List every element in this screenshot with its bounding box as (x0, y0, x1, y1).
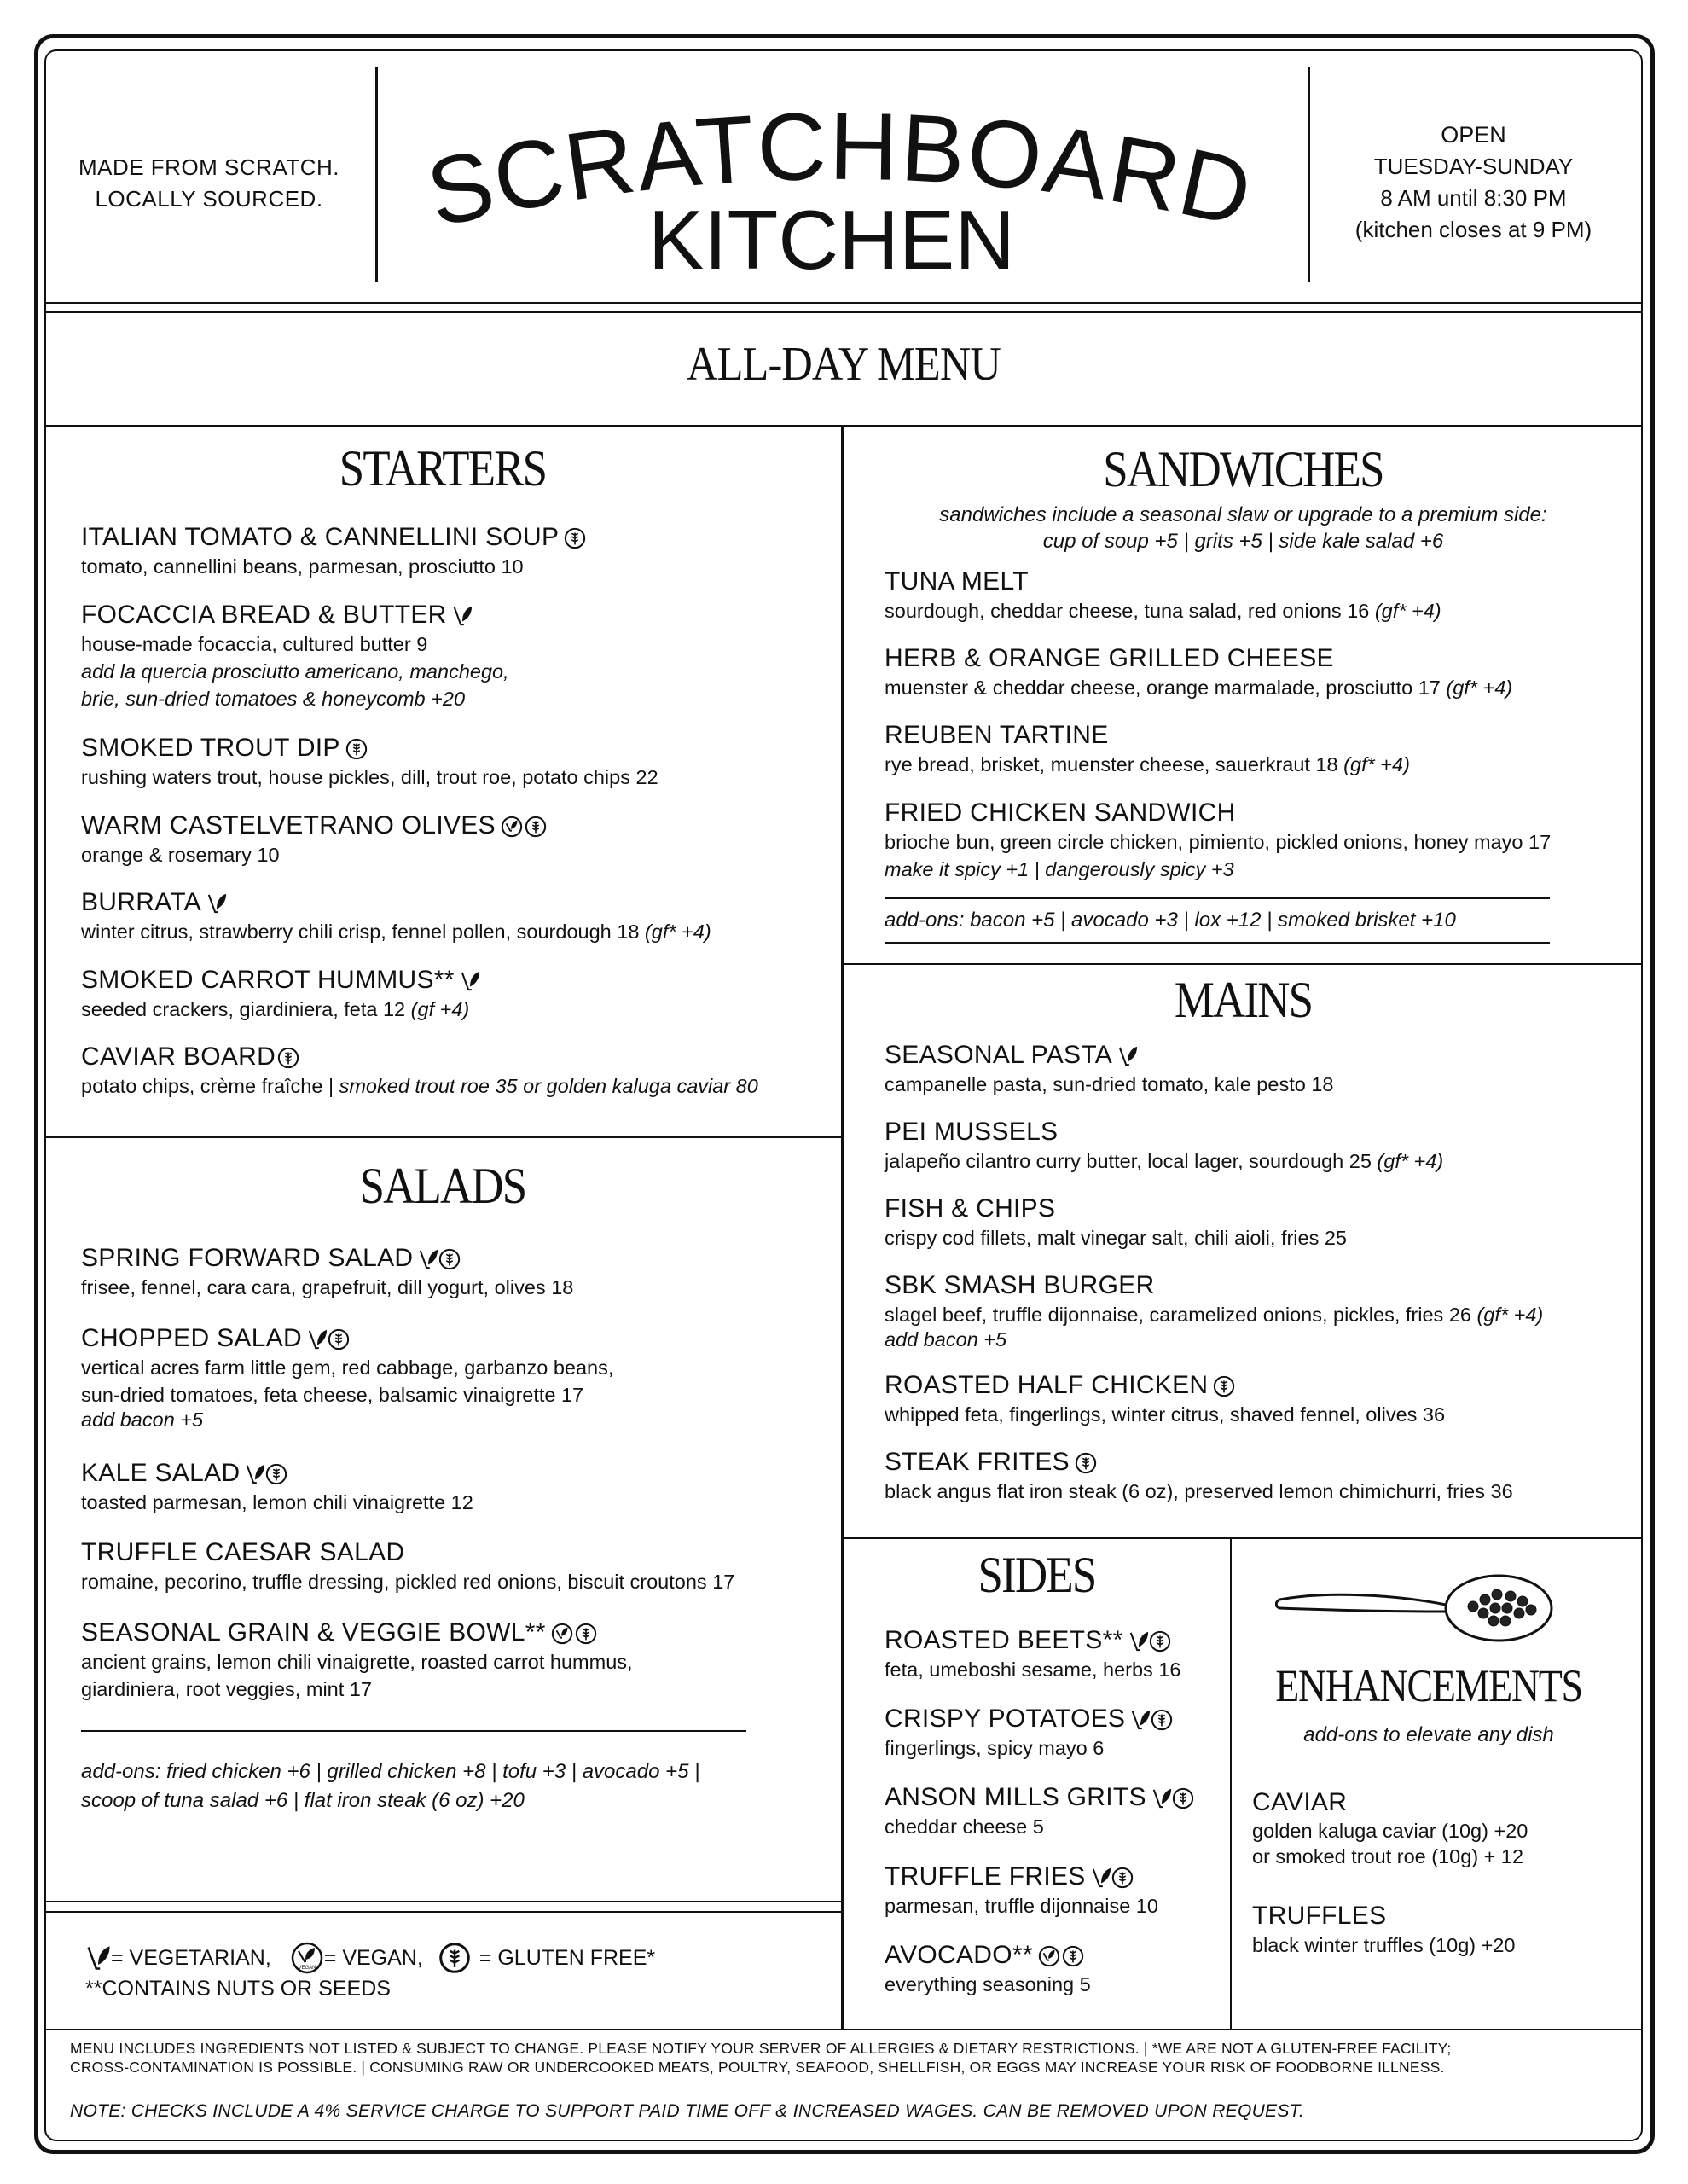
legend-nuts: **CONTAINS NUTS OR SEEDS (85, 1977, 391, 2001)
item-desc: orange & rosemary 10 (81, 844, 280, 866)
item-desc: sun-dried tomatoes, feta cheese, balsamic vinaigrette 17 (81, 1384, 584, 1406)
item-note: add bacon +5 (885, 1328, 1007, 1350)
item-name: KALE SALAD (81, 1459, 241, 1487)
item-desc: romaine, pecorino, truffle dressing, pickled red onions, biscuit croutons 17 (81, 1571, 735, 1593)
item-desc: rushing waters trout, house pickles, dill, trout roe, potato chips 22 (81, 766, 658, 788)
hours-days: TUESDAY-SUNDAY (1373, 154, 1574, 179)
vegan-icon (501, 816, 523, 838)
item-desc: muenster & cheddar cheese, orange marmalade, prosciutto 17 (885, 677, 1441, 699)
menu-item (885, 1117, 1443, 1175)
item-gf-option: (gf +4) (410, 998, 470, 1020)
item-name: CAVIAR BOARD (81, 1043, 276, 1071)
item-name: ITALIAN TOMATO & CANNELLINI SOUP (81, 523, 560, 551)
item-name: TRUFFLE FRIES (885, 1862, 1086, 1891)
menu-item (885, 1270, 1543, 1350)
item-note: add la quercia prosciutto americano, manchego, (81, 660, 509, 682)
caviar-spoon-icon (1275, 1574, 1557, 1651)
item-name: TRUFFLE CAESAR SALAD (81, 1538, 405, 1566)
item-name: TUNA MELT (885, 567, 1029, 595)
gluten-free-icon (345, 738, 368, 760)
header-rule-1 (44, 302, 1643, 304)
vegan-icon (290, 1941, 324, 1975)
vegetarian-icon (1130, 1708, 1151, 1732)
vegetarian-icon (418, 1247, 438, 1271)
item-name: STEAK FRITES (885, 1448, 1070, 1476)
mains-rule (844, 1537, 1643, 1539)
menu-item (81, 965, 480, 1023)
menu-item (81, 1618, 633, 1703)
item-name: FRIED CHICKEN SANDWICH (885, 799, 1236, 827)
gluten-free-icon (265, 1463, 287, 1485)
item-desc: potato chips, crème fraîche | (81, 1075, 339, 1097)
sandwiches-rule (844, 963, 1643, 965)
item-desc: giardiniera, root veggies, mint 17 (81, 1678, 372, 1700)
hours-kitchen: (kitchen closes at 9 PM) (1354, 217, 1592, 242)
header-rule-2 (44, 311, 1643, 313)
gluten-free-icon (1172, 1787, 1194, 1809)
item-name: FISH & CHIPS (885, 1194, 1056, 1223)
item-name: SBK SMASH BURGER (885, 1271, 1155, 1299)
vegetarian-icon (460, 969, 480, 993)
sandwiches-note (844, 502, 1643, 555)
item-name: ROASTED HALF CHICKEN (885, 1371, 1209, 1399)
hours (1318, 119, 1629, 246)
gluten-free-icon (1111, 1867, 1134, 1889)
menu-item (885, 798, 1551, 883)
item-note: add bacon +5 (81, 1409, 204, 1431)
vegan-icon (551, 1623, 573, 1645)
legend-rule-2 (44, 1911, 841, 1913)
vegetarian-icon (206, 892, 227, 915)
footer-disclaimer (70, 2039, 1622, 2077)
tagline-line-1: MADE FROM SCRATCH. (78, 154, 340, 180)
footer-service-charge-note: NOTE: CHECKS INCLUDE A 4% SERVICE CHARGE TO SUPPORT PAID TIME OFF & INCREASED WAGES. CAN BE REMOVED UPON REQUEST. (70, 2101, 1305, 2121)
dietary-legend (85, 1941, 655, 2006)
menu-item (81, 600, 509, 712)
item-desc-italic: smoked trout roe 35 or golden kaluga caviar 80 (339, 1075, 758, 1097)
vegan-badge-text: VEGAN (298, 1966, 316, 1971)
item-desc: feta, umeboshi sesame, herbs 16 (885, 1658, 1181, 1681)
item-name: SEASONAL PASTA (885, 1041, 1113, 1069)
menu-item (81, 1042, 758, 1100)
menu-item (885, 1370, 1445, 1428)
menu-item (885, 643, 1512, 701)
starters-title: STARTERS (339, 440, 547, 497)
starters-rule (44, 1136, 841, 1138)
brand-logo (384, 107, 1296, 290)
item-gf-option: (gf* +4) (1446, 677, 1513, 699)
item-name: REUBEN TARTINE (885, 721, 1109, 749)
menu-title-rule (44, 425, 1643, 427)
item-desc: golden kaluga caviar (10g) +20 (1252, 1820, 1528, 1842)
header-divider-left (375, 67, 378, 282)
menu-item (885, 1704, 1173, 1762)
item-note: make it spicy +1 | dangerously spicy +3 (885, 858, 1234, 880)
footer-disclaimer-line-1: MENU INCLUDES INGREDIENTS NOT LISTED & SUBJECT TO CHANGE. PLEASE NOTIFY YOUR SERVER OF ALLERGIES & DIETARY RESTRICTIONS. | *WE ARE NOT A GLUTEN-FREE FACILITY; (70, 2040, 1452, 2057)
menu-item (885, 566, 1441, 624)
item-desc: ancient grains, lemon chili vinaigrette, roasted carrot hummus, (81, 1651, 633, 1673)
gluten-free-icon (328, 1328, 350, 1350)
sandwiches-note-line-2: cup of soup +5 | grits +5 | side kale salad +6 (1042, 530, 1444, 553)
item-desc: whipped feta, fingerlings, winter citrus, shaved fennel, olives 36 (885, 1403, 1446, 1426)
hours-open: OPEN (1441, 122, 1506, 148)
gluten-free-icon (438, 1248, 461, 1270)
menu-item (885, 720, 1410, 778)
menu-item (81, 522, 586, 580)
enhancements-subtitle: add-ons to elevate any dish (1303, 1723, 1554, 1746)
item-desc: sourdough, cheddar cheese, tuna salad, red onions 16 (885, 600, 1370, 622)
item-desc: campanelle pasta, sun-dried tomato, kale pesto 18 (885, 1073, 1334, 1095)
gluten-free-icon (277, 1047, 299, 1069)
menu-item (885, 1940, 1091, 1998)
gluten-free-icon (564, 527, 586, 549)
item-name: FOCACCIA BREAD & BUTTER (81, 601, 447, 629)
legend-gluten-free: = GLUTEN FREE* (479, 1946, 656, 1970)
vegetarian-icon (1151, 1786, 1172, 1810)
item-name: CHOPPED SALAD (81, 1324, 302, 1352)
item-name: HERB & ORANGE GRILLED CHEESE (885, 644, 1334, 672)
menu-title: ALL-DAY MENU (687, 338, 1001, 391)
item-gf-option: (gf* +4) (1476, 1304, 1544, 1326)
vegan-icon (1038, 1945, 1060, 1967)
vegetarian-icon (1091, 1866, 1111, 1890)
menu-item (1252, 1787, 1528, 1869)
sandwiches-addons-rule-top (885, 897, 1550, 899)
gluten-free-icon (1149, 1630, 1171, 1653)
gluten-free-icon (1213, 1375, 1235, 1397)
item-desc: everything seasoning 5 (885, 1973, 1091, 1995)
footer-rule (44, 2029, 1643, 2030)
hours-time: 8 AM until 8:30 PM (1380, 185, 1567, 211)
sandwiches-addons-rule-bottom (885, 942, 1550, 944)
item-name: WARM CASTELVETRANO OLIVES (81, 811, 496, 839)
item-gf-option: (gf* +4) (644, 921, 711, 943)
sandwiches-title: SANDWICHES (1103, 441, 1383, 497)
salads-addons-line-2: scoop of tuna salad +6 | flat iron steak (6 oz) +20 (81, 1789, 525, 1812)
item-name: SEASONAL GRAIN & VEGGIE BOWL** (81, 1618, 546, 1647)
vegetarian-icon (307, 1327, 328, 1351)
item-desc: vertical acres farm little gem, red cabbage, garbanzo beans, (81, 1356, 614, 1379)
mains-title: MAINS (1174, 972, 1313, 1028)
item-gf-option: (gf* +4) (1343, 753, 1410, 775)
item-desc: rye bread, brisket, muenster cheese, sauerkraut 18 (885, 753, 1338, 775)
item-name: SMOKED CARROT HUMMUS** (81, 966, 455, 994)
item-desc: toasted parmesan, lemon chili vinaigrette 12 (81, 1491, 473, 1513)
item-desc: parmesan, truffle dijonnaise 10 (885, 1895, 1158, 1917)
item-name: SMOKED TROUT DIP (81, 734, 340, 762)
vegetarian-icon (245, 1462, 265, 1486)
menu-item (885, 1040, 1333, 1098)
column-divider (841, 427, 844, 2030)
gluten-free-icon (1151, 1709, 1173, 1731)
item-desc: house-made focaccia, cultured butter 9 (81, 633, 428, 655)
salads-addons-line-1: add-ons: fried chicken +6 | grilled chicken +8 | tofu +3 | avocado +5 | (81, 1760, 700, 1783)
item-desc: or smoked trout roe (10g) + 12 (1252, 1845, 1524, 1867)
item-name: CRISPY POTATOES (885, 1705, 1126, 1733)
item-desc: tomato, cannellini beans, parmesan, prosciutto 10 (81, 555, 524, 578)
item-desc: crispy cod fillets, malt vinegar salt, chili aioli, fries 25 (885, 1227, 1348, 1249)
item-gf-option: (gf* +4) (1377, 1150, 1444, 1172)
gluten-free-icon (525, 816, 547, 838)
gluten-free-icon (1062, 1945, 1084, 1967)
sides-divider (1230, 1539, 1232, 2030)
menu-item (885, 1782, 1194, 1840)
item-name: ANSON MILLS GRITS (885, 1783, 1146, 1811)
salads-addons (81, 1757, 699, 1815)
item-desc: seeded crackers, giardiniera, feta 12 (81, 998, 406, 1020)
item-desc: cheddar cheese 5 (885, 1815, 1044, 1838)
item-gf-option: (gf* +4) (1374, 600, 1441, 622)
item-desc: frisee, fennel, cara cara, grapefruit, dill yogurt, olives 18 (81, 1276, 574, 1298)
item-name: BURRATA (81, 888, 201, 916)
item-desc: slagel beef, truffle dijonnaise, caramelized onions, pickles, fries 26 (885, 1304, 1471, 1326)
item-desc: fingerlings, spicy mayo 6 (885, 1737, 1105, 1759)
sandwiches-addons: add-ons: bacon +5 | avocado +3 | lox +12 | smoked brisket +10 (885, 909, 1456, 932)
sides-title: SIDES (977, 1547, 1096, 1603)
menu-item (81, 1458, 473, 1516)
item-name: SPRING FORWARD SALAD (81, 1244, 414, 1272)
tagline (51, 152, 367, 215)
vegetarian-icon (1128, 1629, 1149, 1653)
sandwiches-note-line-1: sandwiches include a seasonal slaw or upgrade to a premium side: (939, 503, 1547, 526)
item-name: CAVIAR (1252, 1788, 1348, 1816)
vegetarian-icon (85, 1943, 111, 1972)
salads-addons-rule (81, 1730, 746, 1732)
gluten-free-icon (575, 1623, 597, 1645)
item-name: AVOCADO** (885, 1941, 1033, 1969)
menu-item (81, 1537, 734, 1595)
menu-item (81, 810, 547, 868)
menu-item (885, 1862, 1158, 1920)
enhancements-title: ENHANCEMENTS (1275, 1660, 1582, 1711)
gluten-free-icon (438, 1942, 471, 1974)
legend-rule-1 (44, 1901, 841, 1902)
item-desc: jalapeño cilantro curry butter, local lager, sourdough 25 (885, 1150, 1372, 1172)
item-note: brie, sun-dried tomatoes & honeycomb +20 (81, 688, 466, 710)
item-name: ROASTED BEETS** (885, 1626, 1123, 1654)
legend-vegan: = VEGAN, (323, 1946, 423, 1970)
vegetarian-icon (452, 604, 473, 628)
tagline-line-2: LOCALLY SOURCED. (95, 186, 323, 212)
item-desc: winter citrus, strawberry chili crisp, fennel pollen, sourdough 18 (81, 921, 640, 943)
brand-name-line-2: KITCHEN (647, 193, 1016, 287)
footer-disclaimer-line-2: CROSS-CONTAMINATION IS POSSIBLE. | CONSUMING RAW OR UNDERCOOKED MEATS, POULTRY, SEAFOOD, SHELLFISH, OR EGGS MAY INCREASE YOUR RISK OF FOODBORNE ILLNESS. (70, 2059, 1445, 2076)
item-name: PEI MUSSELS (885, 1118, 1059, 1146)
item-desc: brioche bun, green circle chicken, pimiento, pickled onions, honey mayo 17 (885, 831, 1552, 853)
menu-item (81, 1323, 613, 1431)
header-divider-right (1308, 67, 1310, 282)
menu-item (81, 887, 711, 945)
legend-vegetarian: = VEGETARIAN, (111, 1946, 271, 1970)
menu-item (81, 733, 658, 791)
gluten-free-icon (1075, 1452, 1097, 1474)
item-desc: black winter truffles (10g) +20 (1252, 1934, 1516, 1956)
menu-item (1252, 1901, 1515, 1959)
vegetarian-icon (1117, 1044, 1138, 1068)
item-desc: black angus flat iron steak (6 oz), preserved lemon chimichurri, fries 36 (885, 1480, 1513, 1502)
salads-title: SALADS (359, 1158, 526, 1214)
item-name: TRUFFLES (1252, 1902, 1387, 1930)
menu-item (885, 1625, 1180, 1683)
menu-item (81, 1243, 573, 1301)
menu-item (885, 1447, 1513, 1505)
brand-name-line-1: SCRATCHBOARD (417, 107, 1262, 247)
menu-item (885, 1194, 1347, 1252)
